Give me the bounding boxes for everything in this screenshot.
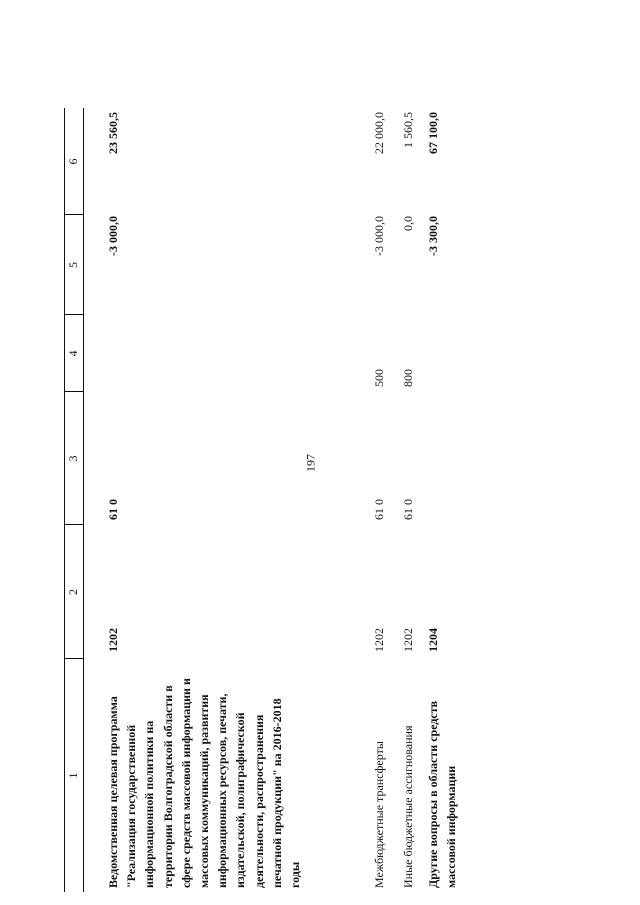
row-total: 22 000,0 <box>372 112 386 154</box>
row-change: -3 300,0 <box>426 216 440 256</box>
row-code: 1202 <box>401 628 415 652</box>
row-kind: 500 <box>372 369 386 387</box>
row-change: -3 000,0 <box>106 216 120 256</box>
row-name: Другие вопросы в области средств массовой информации <box>426 700 459 888</box>
row-change: 0,0 <box>401 216 415 231</box>
header-col-1: 1 <box>66 772 80 779</box>
budget-table <box>64 108 640 888</box>
row-total: 1 560,5 <box>401 112 415 148</box>
row-code: 1204 <box>426 628 440 652</box>
row-total: 23 560,5 <box>106 112 120 154</box>
header-col-3: 3 <box>66 455 80 462</box>
row-name: Межбюджетные трансферты <box>372 741 386 888</box>
header-col-4: 4 <box>66 350 80 357</box>
header-col-5: 5 <box>66 262 80 268</box>
row-total: 67 100,0 <box>426 112 440 154</box>
row-code: 1202 <box>372 628 386 652</box>
row-target: 61 0 <box>106 499 120 520</box>
row-change: -3 000,0 <box>372 216 386 256</box>
page-number: 197 <box>303 454 318 472</box>
header-col-2: 2 <box>66 589 80 595</box>
row-target: 61 0 <box>401 499 415 520</box>
row-code: 1202 <box>106 628 120 652</box>
row-name: Иные бюджетные ассигнования <box>401 725 415 888</box>
row-target: 61 0 <box>372 499 386 520</box>
row-name: Ведомственная целевая программа "Реализация государственной информационной политики на территории Волгоградской области в сфере средств массовой информации и массовых коммуникаций, развития информационных ресурсов, печати, издательской, полиграфической деятельности, распространения печатной продукции" на 2016-2018 годы <box>106 678 303 888</box>
row-kind: 800 <box>401 369 415 387</box>
header-col-6: 6 <box>66 158 80 165</box>
budget-table-rotated-frame <box>64 108 459 892</box>
header-bottom-border <box>83 108 84 892</box>
